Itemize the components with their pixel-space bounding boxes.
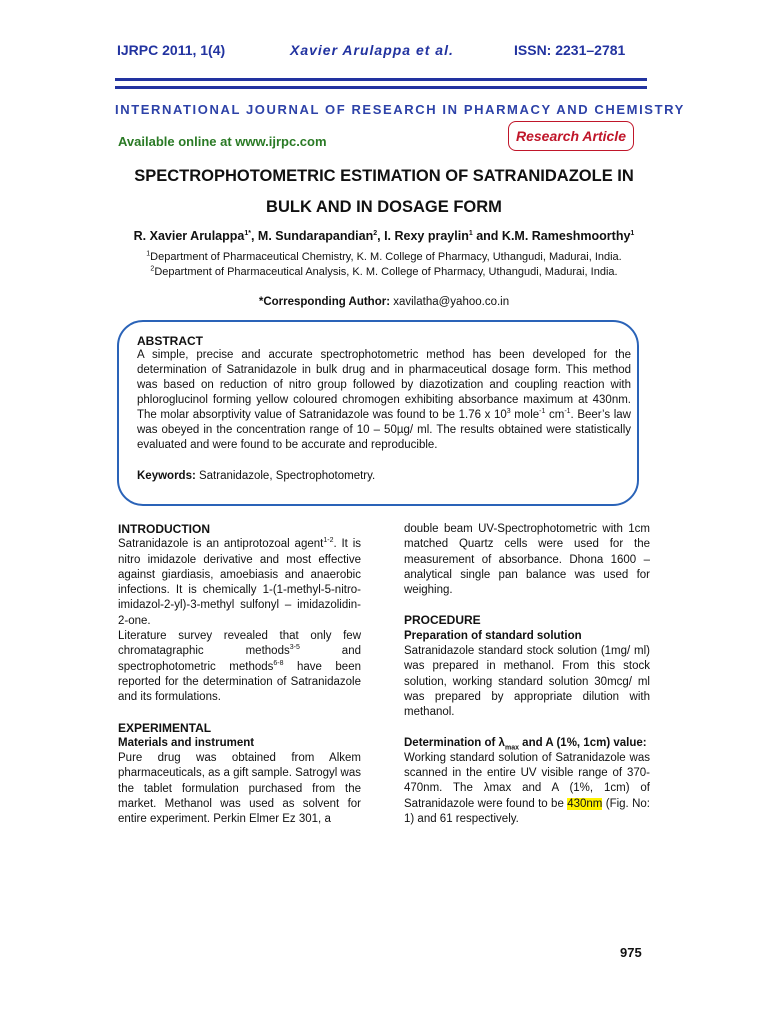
author-2: , M. Sundarapandian: [250, 229, 374, 243]
paper-title-line1: SPECTROPHOTOMETRIC ESTIMATION OF SATRANIDAZOLE IN: [134, 167, 634, 185]
keywords-text: Satranidazole, Spectrophotometry.: [195, 470, 376, 482]
author-3-sup: 1: [468, 229, 473, 237]
page-number: 975: [620, 945, 642, 960]
abstract-sup-3: -1: [564, 408, 571, 416]
procedure-heading: PROCEDURE: [404, 613, 481, 628]
author-4: and K.M. Rameshmoorthy: [472, 229, 631, 243]
lambda-max-highlight: 430nm: [567, 797, 603, 810]
affiliation-1: [100, 251, 668, 263]
paper-title-line2: BULK AND IN DOSAGE FORM: [266, 198, 502, 216]
det-sub-a: Determination of λ: [404, 736, 505, 749]
determination-subheading: [404, 736, 650, 751]
det-sub-sub: max: [504, 743, 519, 751]
right-column: [404, 522, 650, 827]
affiliation-1-sup: 1: [146, 250, 151, 258]
intro-p1-text-b: . It is nitro imidazole derivative and most effective against giardiasis, amoebiasis and anaerobic infections. It is chemically 1-(1-methyl-5-nitro-imidazol-2-yl)-3-methyl sulfonyl – imidazolidin-2-one.: [118, 538, 361, 627]
experimental-heading: EXPERIMENTAL: [118, 720, 212, 735]
author-1-sup: 1*: [244, 229, 251, 237]
abstract-text-2: mole: [510, 409, 540, 421]
intro-p2-sup-1: 3-5: [289, 644, 300, 652]
materials-subheading: Materials and instrument: [118, 736, 255, 749]
det-body-b: (Fig. No: 1) and 61 respectively.: [404, 797, 650, 826]
corresponding-author: [100, 296, 668, 308]
abstract-body: [137, 348, 631, 453]
intro-p2-text-b: and spectrophotometric methods: [118, 645, 361, 673]
intro-p1-sup: 1-2: [323, 537, 334, 545]
journal-citation: IJRPC 2011, 1(4): [117, 42, 226, 58]
journal-name: INTERNATIONAL JOURNAL OF RESEARCH IN PHARMACY AND CHEMISTRY: [115, 102, 685, 117]
det-sub-b: and A (1%, 1cm) value:: [518, 736, 647, 749]
affiliation-2-sup: 2: [150, 265, 155, 273]
standard-solution-body: Satranidazole standard stock solution (1mg/ ml) was prepared in methanol. From this stock solution, working standard solution 30mcg/ ml was prepared by appropriate dilution with methanol.: [404, 645, 650, 719]
author-4-sup: 1: [630, 229, 635, 237]
abstract-sup-2: -1: [539, 408, 546, 416]
author-list: [100, 229, 668, 243]
left-column: [118, 522, 361, 828]
author-3: , I. Rexy praylin: [377, 229, 469, 243]
intro-p2-sup-2: 6-8: [273, 659, 284, 667]
abstract-text-1: A simple, precise and accurate spectrophotometric method has been developed for the determination of Satranidazole in bulk drug and in pharmaceutical dosage form. This method was based on reduction of nitro group followed by diazotization and coupling reaction with phloroglucinol forming yellow coloured chromogen exhibiting absorbance maximum at 430nm. The molar absorptivity value of Satranidazole was found to be 1.76 x 10: [137, 349, 631, 421]
materials-body: Pure drug was obtained from Alkem pharmaceuticals, as a gift sample. Satrogyl was the tablet formulation purchased from the market. Methanol was used as solvent for entire experiment. Perkin Elmer Ez 301, a: [118, 752, 361, 826]
affiliation-2: [100, 266, 668, 278]
introduction-p2: [118, 629, 361, 705]
introduction-heading: INTRODUCTION: [118, 522, 210, 536]
issn: ISSN: 2231–2781: [514, 42, 626, 58]
corresponding-label: *Corresponding Author:: [258, 296, 391, 308]
available-online: Available online at www.ijrpc.com: [118, 134, 327, 149]
intro-p2-text-a: Literature survey revealed that only few chromatagraphic methods: [118, 630, 361, 658]
corresponding-email[interactable]: xavilatha@yahoo.co.in: [393, 296, 510, 308]
keywords-label: Keywords:: [137, 470, 196, 482]
author-2-sup: 2: [373, 229, 378, 237]
introduction-p1: [118, 537, 361, 629]
intro-p1-text-a: Satranidazole is an antiprotozoal agent: [118, 538, 324, 551]
keywords: [137, 470, 375, 482]
article-type-badge: Research Article: [508, 121, 634, 151]
affiliation-1-text: Department of Pharmaceutical Chemistry, K. M. College of Pharmacy, Uthangudi, Madurai, India.: [150, 251, 622, 263]
abstract-text-3: cm: [545, 409, 565, 421]
abstract-heading: ABSTRACT: [137, 334, 203, 348]
abstract-sup-1: 3: [506, 408, 511, 416]
affiliation-2-text: Department of Pharmaceutical Analysis, K. M. College of Pharmacy, Uthangudi, Madurai, India.: [154, 266, 618, 278]
instrument-continuation: double beam UV-Spectrophotometric with 1cm matched Quartz cells were used for the measurement of absorbance. Dhona 1600 – analytical single pan balance was used for weighing.: [404, 523, 650, 597]
header-rule-bottom: [115, 86, 647, 89]
determination-body: [404, 751, 650, 827]
intro-p2-text-c: have been reported for the determination of Satranidazole and its formulations.: [118, 660, 361, 704]
header-rule-top: [115, 78, 647, 81]
header-authors: Xavier Arulappa et al.: [290, 42, 454, 58]
standard-solution-subheading: Preparation of standard solution: [404, 629, 582, 642]
author-1: R. Xavier Arulappa: [133, 229, 245, 243]
det-body-a: Working standard solution of Satranidazole was scanned in the entire UV visible range of 370-470nm. The λmax and A (1%, 1cm) of Satranidazole were found to be: [404, 751, 650, 810]
abstract-text-4: . Beer’s law was obeyed in the concentration range of 10 – 50µg/ ml. The results obtained were statistically evaluated and were found to be accurate and reproducible.: [137, 409, 631, 451]
